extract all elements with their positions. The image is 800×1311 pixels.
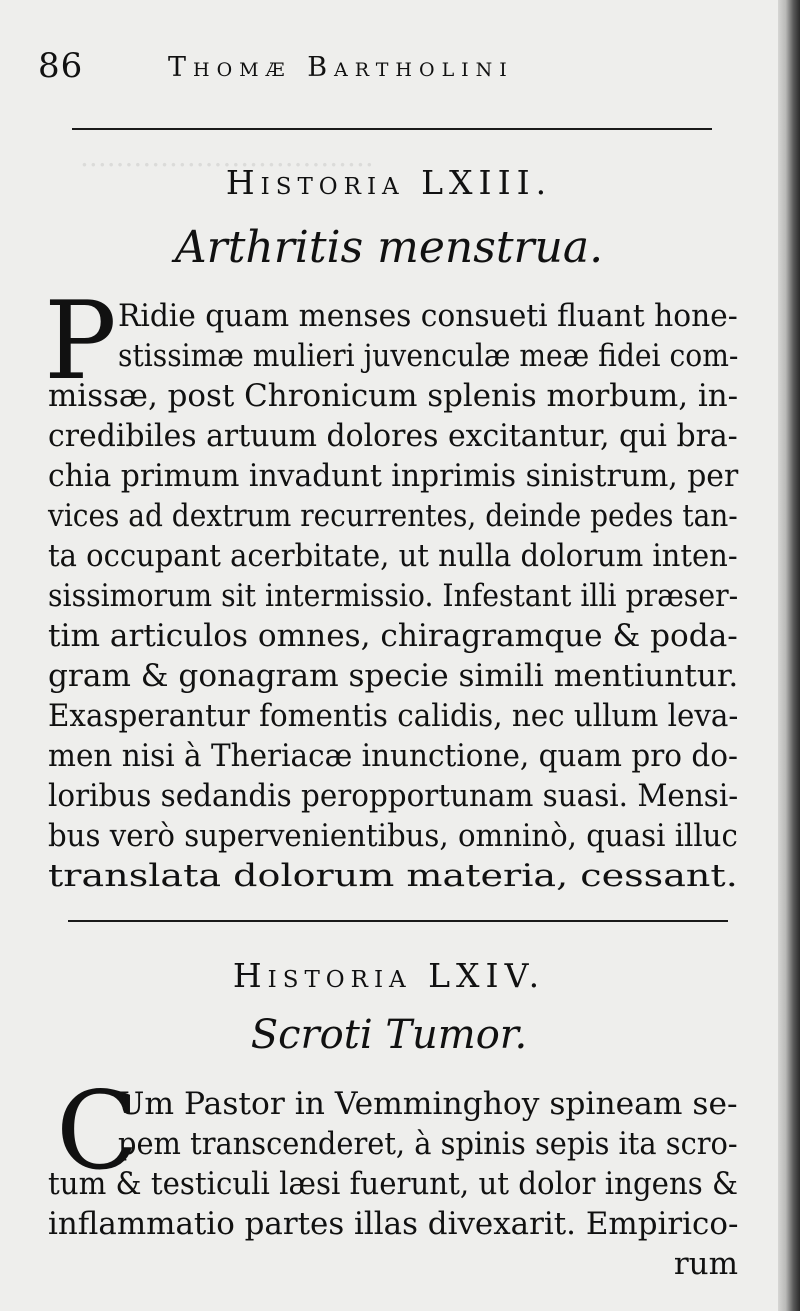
text-line: loribus sedandis peropportunam suasi. Mensi- — [48, 778, 739, 814]
section-subtitle-scroti: Scroti Tumor. — [250, 1012, 528, 1058]
catchword: rum — [673, 1246, 738, 1282]
text-line: vices ad dextrum recurrentes, deinde pedes tan- — [48, 498, 738, 534]
text-line: Exasperantur fomentis calidis, nec ullum leva- — [48, 698, 739, 734]
text-line: men nisi à Theriacæ inunctione, quam pro do- — [48, 738, 738, 774]
header-rule — [72, 128, 712, 130]
text-line: pem transcenderet, à spinis sepis ita scro- — [118, 1126, 738, 1162]
text-line: Um Pastor in Vemminghoy spineam se- — [118, 1086, 738, 1122]
text-line: tum & testiculi læsi fuerunt, ut dolor ingens & — [48, 1166, 739, 1202]
text-line: bus verò supervenientibus, omninò, quasi illuc — [48, 818, 738, 854]
text-line: tim articulos omnes, chiragramque & poda- — [48, 618, 738, 654]
text-line: chia primum invadunt inprimis sinistrum, per — [48, 458, 739, 494]
section-divider-rule — [68, 920, 728, 922]
text-line: translata dolorum materia, cessant. — [48, 858, 738, 894]
drop-cap-c: C — [56, 1069, 139, 1194]
text-line: credibiles artuum dolores excitantur, qui bra- — [48, 418, 738, 454]
page-number: 86 — [38, 46, 84, 86]
text-line: ta occupant acerbitate, ut nulla dolorum inten- — [48, 538, 738, 574]
running-header — [38, 46, 728, 86]
running-title: Thomæ Bartholini — [168, 52, 514, 83]
page-edge-shadow — [778, 0, 800, 1311]
text-line: stissimæ mulieri juvenculæ meæ fidei com- — [118, 338, 739, 374]
text-line: Ridie quam menses consueti fluant hone- — [118, 298, 738, 334]
section-heading-lxiii: Historia LXIII. — [225, 163, 553, 202]
drop-cap-p: P — [44, 279, 117, 404]
section-heading-lxiv: Historia LXIV. — [232, 956, 546, 995]
text-line: sissimorum sit intermissio. Infestant illi præser- — [48, 578, 739, 614]
text-line: inflammatio partes illas divexarit. Empirico- — [48, 1206, 739, 1242]
text-line: gram & gonagram specie simili mentiuntur. — [48, 658, 739, 694]
bleed-through-text: ................................. — [80, 140, 374, 173]
text-line: missæ, post Chronicum splenis morbum, in- — [48, 378, 739, 414]
section-subtitle-arthritis: Arthritis menstrua. — [174, 222, 604, 273]
